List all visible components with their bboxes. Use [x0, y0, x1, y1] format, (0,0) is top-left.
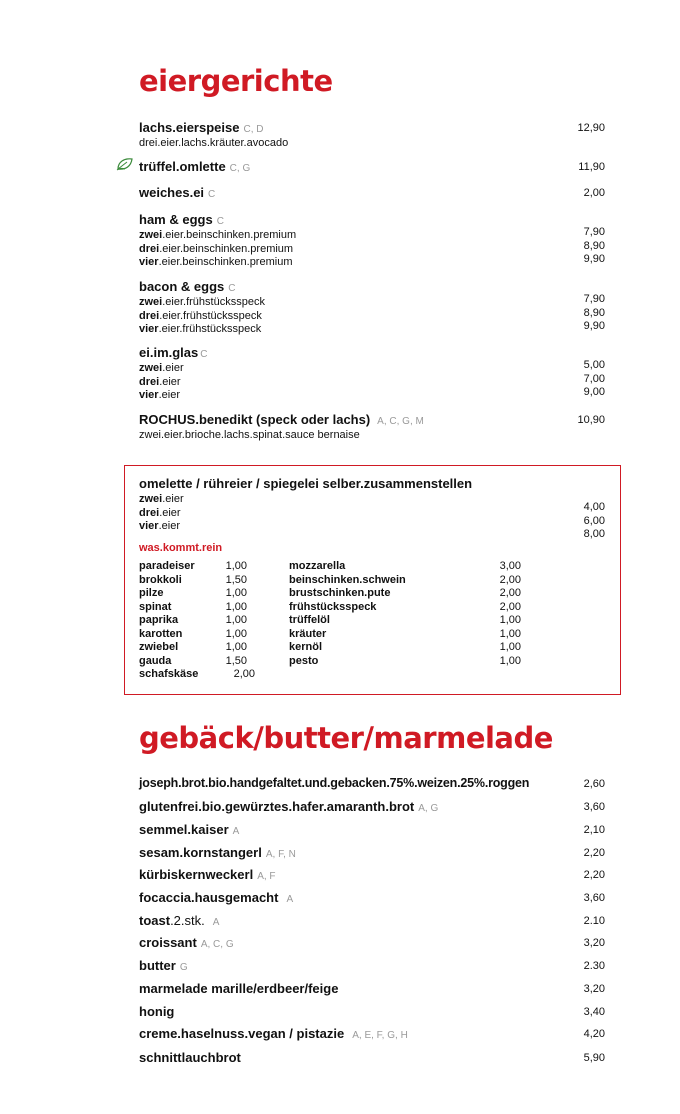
item-price: 3,60	[583, 892, 605, 904]
menu-item	[139, 913, 605, 929]
item-allergens: C	[228, 283, 236, 294]
item-prices: 5,00 7,00 9,00	[583, 359, 605, 398]
item-name: schnittlauchbrot	[139, 1050, 241, 1065]
menu-item	[139, 1026, 605, 1042]
item-price: 2,00	[583, 187, 605, 199]
item-name: ei.im.glas	[139, 345, 199, 360]
item-prices: 7,90 8,90 9,90	[583, 293, 605, 332]
ingredients-subtitle: was.kommt.rein	[139, 542, 223, 554]
item-allergens: A	[286, 894, 294, 905]
item-allergens: C, D	[243, 124, 264, 135]
item-price: 10,90	[577, 414, 605, 426]
item-variants: zwei.eier.frühstücksspeck drei.eier.frühstücksspeck vier.eier.frühstücksspeck	[139, 296, 265, 335]
item-name: lachs.eierspeise	[139, 120, 240, 135]
item-price: 2,10	[583, 824, 605, 836]
menu-item	[139, 890, 605, 906]
item-price: 2.30	[583, 960, 605, 972]
menu-item	[139, 120, 605, 151]
item-allergens: A, E, F, G, H	[352, 1030, 408, 1041]
menu-item	[139, 822, 605, 838]
item-allergens: A, C, G, M	[377, 416, 424, 427]
section-title-eiergerichte: eiergerichte	[139, 64, 333, 98]
section-title-gebaeck: gebäck/butter/marmelade	[139, 721, 553, 755]
menu-item	[139, 159, 605, 176]
build-your-own-box	[124, 465, 621, 695]
item-price: 3,60	[583, 801, 605, 813]
item-name: marmelade marille/erdbeer/feige	[139, 981, 339, 996]
menu-item	[139, 1050, 605, 1066]
item-name: glutenfrei.bio.gewürztes.hafer.amaranth.brot	[139, 799, 415, 814]
item-price: 3,20	[583, 983, 605, 995]
item-variants: zwei.eier drei.eier vier.eier	[139, 362, 184, 401]
item-price: 2,20	[583, 847, 605, 859]
item-allergens: C	[208, 189, 216, 200]
item-price: 3,40	[583, 1006, 605, 1018]
menu-item	[139, 185, 605, 202]
item-price: 2,60	[583, 778, 605, 790]
item-description: zwei.eier.brioche.lachs.spinat.sauce bernaise	[139, 429, 360, 441]
item-allergens: A, F	[257, 871, 276, 882]
item-name: butter	[139, 958, 176, 973]
item-name: creme.haselnuss.vegan / pistazie	[139, 1026, 345, 1041]
menu-item	[139, 958, 605, 974]
ingredient-prices-col1: 1,00 1,50 1,00 1,00 1,00 1,00 1,00 1,50 2,00	[225, 560, 255, 680]
menu-item	[139, 345, 605, 403]
item-name: trüffel.omlette	[139, 159, 226, 174]
menu-item	[139, 845, 605, 861]
item-name: weiches.ei	[139, 185, 205, 200]
item-price: 5,90	[583, 1052, 605, 1064]
item-price: 2,20	[583, 869, 605, 881]
item-allergens: A, C, G	[200, 939, 234, 950]
leaf-icon	[116, 157, 134, 171]
item-price: 2.10	[583, 915, 605, 927]
item-name: ROCHUS.benedikt (speck oder lachs)	[139, 412, 371, 427]
item-name: bacon & eggs	[139, 279, 225, 294]
item-price: 4,20	[583, 1028, 605, 1040]
item-name: kürbiskernweckerl	[139, 867, 254, 882]
menu-item	[139, 981, 605, 997]
item-name: toast	[139, 913, 171, 928]
item-prices: 7,90 8,90 9,90	[583, 226, 605, 265]
item-name: semmel.kaiser	[139, 822, 229, 837]
menu-item	[139, 776, 605, 792]
item-name: joseph.brot.bio.handgefaltet.und.gebacken.75%.weizen.25%.roggen	[139, 776, 530, 790]
item-name: focaccia.hausgemacht	[139, 890, 279, 905]
item-allergens: A, G	[418, 803, 439, 814]
ingredient-names-col1: paradeiser brokkoli pilze spinat paprika karotten zwiebel gauda schafskäse	[139, 560, 199, 680]
box-title: omelette / rühreier / spiegelei selber.zusammenstellen	[139, 476, 473, 491]
ingredient-prices-col2: 3,00 2,00 2,00 2,00 1,00 1,00 1,00 1,00	[499, 560, 521, 667]
ingredient-names-col2: mozzarella beinschinken.schwein brustschinken.pute frühstücksspeck trüffelöl kräuter kernöl pesto	[289, 560, 406, 667]
item-allergens: C	[200, 349, 208, 360]
item-allergens: A	[232, 826, 240, 837]
item-name: sesam.kornstangerl	[139, 845, 262, 860]
menu-item	[139, 867, 605, 883]
item-name-suffix: .2.stk.	[170, 913, 205, 928]
egg-quantity-prices: 4,00 6,00 8,00	[583, 501, 605, 540]
item-name: croissant	[139, 935, 197, 950]
item-description: drei.eier.lachs.kräuter.avocado	[139, 137, 289, 149]
item-allergens: A	[212, 917, 220, 928]
item-allergens: C, G	[229, 163, 251, 174]
item-price: 12,90	[577, 122, 605, 134]
menu-item	[139, 935, 605, 951]
item-price: 3,20	[583, 937, 605, 949]
menu-item	[139, 279, 605, 337]
menu-item	[139, 1004, 605, 1020]
menu-item	[139, 799, 605, 815]
item-variants: zwei.eier.beinschinken.premium drei.eier.beinschinken.premium vier.eier.beinschinken.premium	[139, 229, 297, 268]
egg-quantity-options: zwei.eier drei.eier vier.eier	[139, 493, 184, 532]
item-name: ham & eggs	[139, 212, 213, 227]
item-allergens: G	[179, 962, 188, 973]
item-price: 11,90	[578, 161, 605, 173]
menu-item	[139, 212, 605, 270]
item-allergens: A, F, N	[265, 849, 296, 860]
item-allergens: C	[216, 216, 224, 227]
item-name: honig	[139, 1004, 175, 1019]
menu-item	[139, 412, 605, 443]
